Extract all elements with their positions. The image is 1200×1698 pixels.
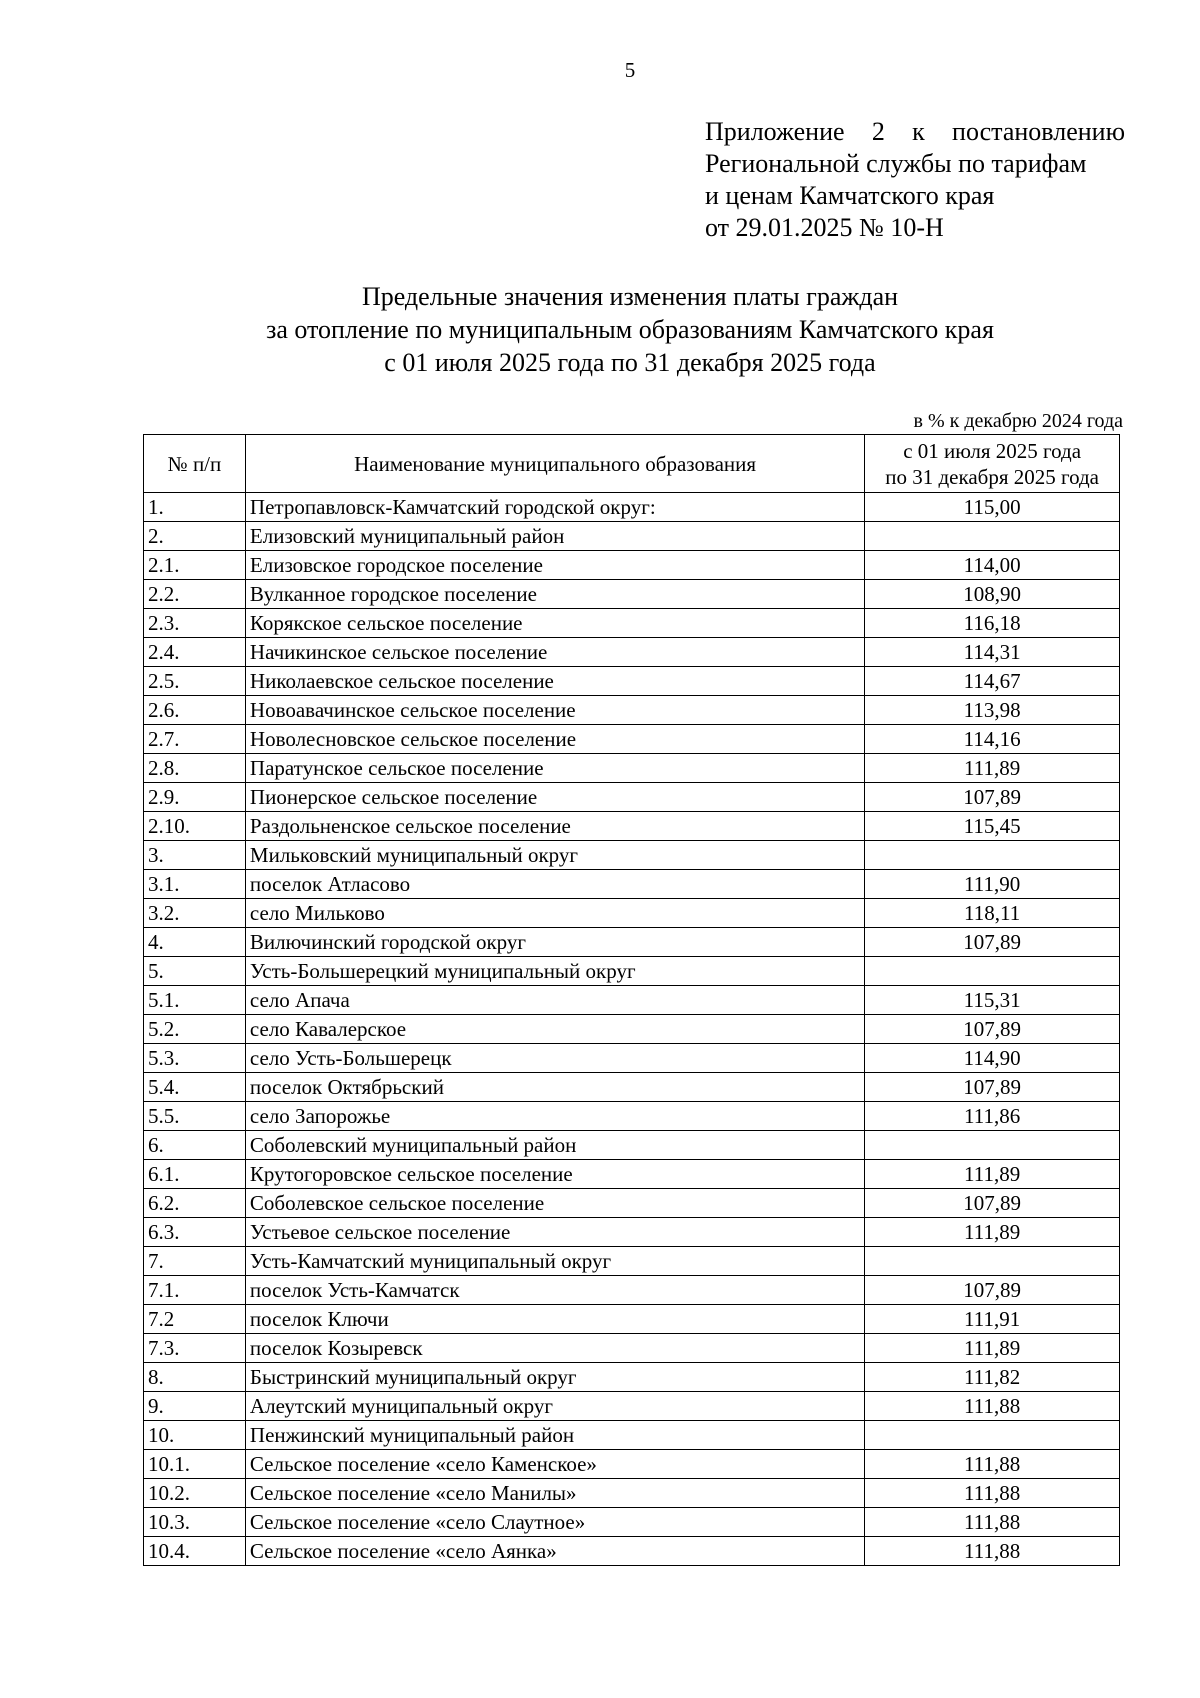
row-name: Сельское поселение «село Слаутное» bbox=[245, 1508, 864, 1537]
row-name: поселок Октябрьский bbox=[245, 1073, 864, 1102]
row-number: 10. bbox=[144, 1421, 246, 1450]
row-number: 3.2. bbox=[144, 899, 246, 928]
appendix-line-1: Приложение 2 к постановлению bbox=[705, 117, 1125, 146]
row-number: 10.3. bbox=[144, 1508, 246, 1537]
row-value: 111,88 bbox=[865, 1392, 1120, 1421]
table-row bbox=[144, 1189, 1120, 1218]
row-value bbox=[865, 1247, 1120, 1276]
row-value: 107,89 bbox=[865, 1189, 1120, 1218]
row-name: Усть-Камчатский муниципальный округ bbox=[245, 1247, 864, 1276]
row-number: 1. bbox=[144, 493, 246, 522]
appendix-line-3: и ценам Камчатского края bbox=[705, 181, 995, 210]
header-value-line-1: с 01 июля 2025 года bbox=[903, 438, 1082, 463]
table-row bbox=[144, 1044, 1120, 1073]
row-value: 111,89 bbox=[865, 1218, 1120, 1247]
row-name: Елизовское городское поселение bbox=[245, 551, 864, 580]
row-number: 2.3. bbox=[144, 609, 246, 638]
table-row bbox=[144, 841, 1120, 870]
row-value bbox=[865, 1131, 1120, 1160]
table-row bbox=[144, 667, 1120, 696]
row-number: 5.4. bbox=[144, 1073, 246, 1102]
row-value bbox=[865, 841, 1120, 870]
header-value-line-2: по 31 декабря 2025 года bbox=[885, 464, 1100, 489]
row-name: Быстринский муниципальный округ bbox=[245, 1363, 864, 1392]
row-value: 114,90 bbox=[865, 1044, 1120, 1073]
row-name: село Апача bbox=[245, 986, 864, 1015]
row-value: 114,00 bbox=[865, 551, 1120, 580]
table-row bbox=[144, 899, 1120, 928]
title-line-2: за отопление по муниципальным образованиям Камчатского края bbox=[266, 315, 994, 344]
row-value: 114,31 bbox=[865, 638, 1120, 667]
table-row bbox=[144, 551, 1120, 580]
row-number: 2.1. bbox=[144, 551, 246, 580]
row-value: 107,89 bbox=[865, 783, 1120, 812]
row-value bbox=[865, 522, 1120, 551]
row-number: 6. bbox=[144, 1131, 246, 1160]
row-name: поселок Атласово bbox=[245, 870, 864, 899]
row-value: 111,89 bbox=[865, 754, 1120, 783]
row-number: 7.2 bbox=[144, 1305, 246, 1334]
row-name: Новоавачинское сельское поселение bbox=[245, 696, 864, 725]
header-number: № п/п bbox=[144, 435, 246, 493]
row-name: Устьевое сельское поселение bbox=[245, 1218, 864, 1247]
row-value: 111,91 bbox=[865, 1305, 1120, 1334]
row-name: Вулканное городское поселение bbox=[245, 580, 864, 609]
row-value: 111,88 bbox=[865, 1508, 1120, 1537]
row-name: Новолесновское сельское поселение bbox=[245, 725, 864, 754]
row-name: Елизовский муниципальный район bbox=[245, 522, 864, 551]
title-line-1: Предельные значения изменения платы граждан bbox=[361, 282, 899, 311]
row-number: 4. bbox=[144, 928, 246, 957]
row-name: Начикинское сельское поселение bbox=[245, 638, 864, 667]
row-number: 2.6. bbox=[144, 696, 246, 725]
header-value bbox=[865, 435, 1120, 493]
table-row bbox=[144, 986, 1120, 1015]
row-name: Алеутский муниципальный округ bbox=[245, 1392, 864, 1421]
row-name: поселок Усть-Камчатск bbox=[245, 1276, 864, 1305]
table-row bbox=[144, 638, 1120, 667]
table-row bbox=[144, 1508, 1120, 1537]
row-name: Вилючинский городской округ bbox=[245, 928, 864, 957]
row-value: 111,88 bbox=[865, 1450, 1120, 1479]
row-number: 2.8. bbox=[144, 754, 246, 783]
table-row bbox=[144, 1305, 1120, 1334]
row-name: село Мильково bbox=[245, 899, 864, 928]
row-name: Усть-Большерецкий муниципальный округ bbox=[245, 957, 864, 986]
table-row bbox=[144, 1363, 1120, 1392]
table-row bbox=[144, 493, 1120, 522]
row-value: 108,90 bbox=[865, 580, 1120, 609]
appendix-line-4: от 29.01.2025 № 10-Н bbox=[705, 213, 944, 242]
table-row bbox=[144, 1218, 1120, 1247]
row-value: 107,89 bbox=[865, 1015, 1120, 1044]
row-number: 3. bbox=[144, 841, 246, 870]
row-value: 111,89 bbox=[865, 1160, 1120, 1189]
table-row bbox=[144, 754, 1120, 783]
table-row bbox=[144, 928, 1120, 957]
row-name: Соболевское сельское поселение bbox=[245, 1189, 864, 1218]
table-row bbox=[144, 1247, 1120, 1276]
row-value bbox=[865, 1421, 1120, 1450]
row-value: 118,11 bbox=[865, 899, 1120, 928]
table-row bbox=[144, 1073, 1120, 1102]
table-row bbox=[144, 1160, 1120, 1189]
row-value: 115,45 bbox=[865, 812, 1120, 841]
table-row bbox=[144, 957, 1120, 986]
row-value: 116,18 bbox=[865, 609, 1120, 638]
row-name: Пионерское сельское поселение bbox=[245, 783, 864, 812]
row-number: 3.1. bbox=[144, 870, 246, 899]
row-name: Раздольненское сельское поселение bbox=[245, 812, 864, 841]
row-value: 114,67 bbox=[865, 667, 1120, 696]
table-row bbox=[144, 580, 1120, 609]
row-number: 2. bbox=[144, 522, 246, 551]
row-number: 5.3. bbox=[144, 1044, 246, 1073]
row-number: 9. bbox=[144, 1392, 246, 1421]
row-number: 2.2. bbox=[144, 580, 246, 609]
row-number: 7.3. bbox=[144, 1334, 246, 1363]
row-number: 10.4. bbox=[144, 1537, 246, 1566]
row-number: 5. bbox=[144, 957, 246, 986]
row-name: Сельское поселение «село Аянка» bbox=[245, 1537, 864, 1566]
row-number: 6.2. bbox=[144, 1189, 246, 1218]
appendix-line-2: Региональной службы по тарифам bbox=[705, 149, 1087, 178]
row-number: 2.10. bbox=[144, 812, 246, 841]
table-row bbox=[144, 783, 1120, 812]
table-row bbox=[144, 1131, 1120, 1160]
row-number: 10.2. bbox=[144, 1479, 246, 1508]
row-number: 2.5. bbox=[144, 667, 246, 696]
table-row bbox=[144, 696, 1120, 725]
row-value: 113,98 bbox=[865, 696, 1120, 725]
row-value: 115,00 bbox=[865, 493, 1120, 522]
table-header-row bbox=[144, 435, 1120, 493]
row-name: Крутогоровское сельское поселение bbox=[245, 1160, 864, 1189]
row-number: 10.1. bbox=[144, 1450, 246, 1479]
table-row bbox=[144, 1450, 1120, 1479]
title-line-3: с 01 июля 2025 года по 31 декабря 2025 года bbox=[384, 348, 876, 377]
table-row bbox=[144, 522, 1120, 551]
table-row bbox=[144, 1479, 1120, 1508]
row-name: село Запорожье bbox=[245, 1102, 864, 1131]
row-value: 107,89 bbox=[865, 928, 1120, 957]
tariff-table bbox=[143, 434, 1120, 1566]
header-name: Наименование муниципального образования bbox=[245, 435, 864, 493]
row-value: 114,16 bbox=[865, 725, 1120, 754]
page-number: 5 bbox=[624, 58, 636, 82]
row-number: 7. bbox=[144, 1247, 246, 1276]
row-value: 107,89 bbox=[865, 1073, 1120, 1102]
row-number: 5.2. bbox=[144, 1015, 246, 1044]
row-value: 111,86 bbox=[865, 1102, 1120, 1131]
row-number: 6.3. bbox=[144, 1218, 246, 1247]
row-name: село Кавалерское bbox=[245, 1015, 864, 1044]
table-row bbox=[144, 1276, 1120, 1305]
row-number: 5.5. bbox=[144, 1102, 246, 1131]
row-name: Сельское поселение «село Каменское» bbox=[245, 1450, 864, 1479]
row-number: 2.4. bbox=[144, 638, 246, 667]
row-value: 111,82 bbox=[865, 1363, 1120, 1392]
row-name: Корякское сельское поселение bbox=[245, 609, 864, 638]
row-number: 7.1. bbox=[144, 1276, 246, 1305]
row-value: 111,88 bbox=[865, 1479, 1120, 1508]
row-value: 111,90 bbox=[865, 870, 1120, 899]
table-row bbox=[144, 609, 1120, 638]
table-row bbox=[144, 1537, 1120, 1566]
row-number: 5.1. bbox=[144, 986, 246, 1015]
table-row bbox=[144, 1334, 1120, 1363]
row-number: 2.7. bbox=[144, 725, 246, 754]
row-name: Николаевское сельское поселение bbox=[245, 667, 864, 696]
table-row bbox=[144, 812, 1120, 841]
row-name: Петропавловск-Камчатский городской округ: bbox=[245, 493, 864, 522]
row-name: Пенжинский муниципальный район bbox=[245, 1421, 864, 1450]
row-name: Паратунское сельское поселение bbox=[245, 754, 864, 783]
row-name: село Усть-Большерецк bbox=[245, 1044, 864, 1073]
table-row bbox=[144, 1392, 1120, 1421]
table-row bbox=[144, 725, 1120, 754]
row-value: 111,89 bbox=[865, 1334, 1120, 1363]
row-number: 6.1. bbox=[144, 1160, 246, 1189]
row-value: 115,31 bbox=[865, 986, 1120, 1015]
document-title bbox=[0, 280, 1200, 379]
row-name: Сельское поселение «село Манилы» bbox=[245, 1479, 864, 1508]
row-name: поселок Козыревск bbox=[245, 1334, 864, 1363]
row-number: 2.9. bbox=[144, 783, 246, 812]
table-row bbox=[144, 1421, 1120, 1450]
row-number: 8. bbox=[144, 1363, 246, 1392]
row-value: 111,88 bbox=[865, 1537, 1120, 1566]
table-row bbox=[144, 870, 1120, 899]
row-value bbox=[865, 957, 1120, 986]
table-row bbox=[144, 1102, 1120, 1131]
table-row bbox=[144, 1015, 1120, 1044]
row-name: Соболевский муниципальный район bbox=[245, 1131, 864, 1160]
row-name: Мильковский муниципальный округ bbox=[245, 841, 864, 870]
row-value: 107,89 bbox=[865, 1276, 1120, 1305]
table-body bbox=[144, 493, 1120, 1566]
row-name: поселок Ключи bbox=[245, 1305, 864, 1334]
unit-note: в % к декабрю 2024 года bbox=[913, 410, 1123, 432]
appendix-header bbox=[705, 116, 1125, 244]
